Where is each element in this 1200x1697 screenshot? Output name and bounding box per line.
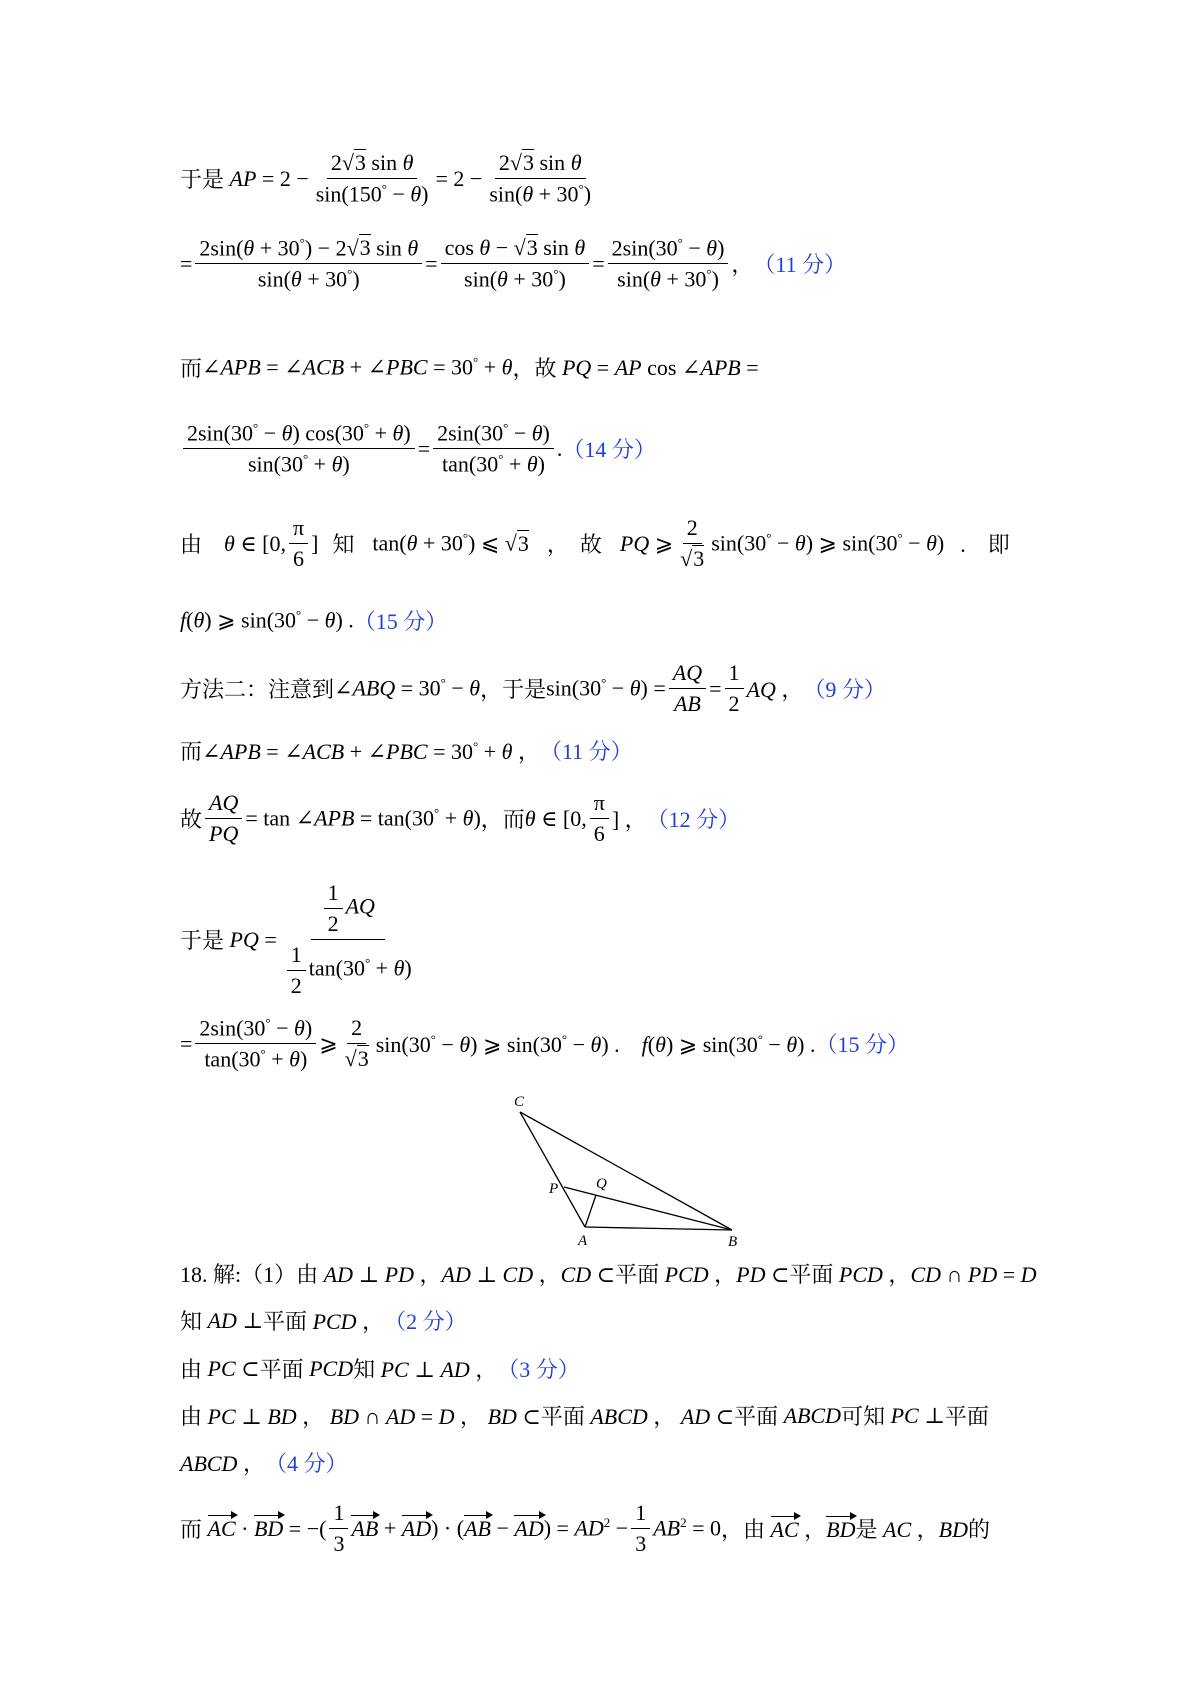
- math: = 2 −: [256, 165, 309, 191]
- math: =: [592, 250, 605, 276]
- math: PC ⊂: [207, 1355, 260, 1381]
- text: 故: [180, 807, 203, 832]
- text: 而: [180, 739, 203, 764]
- fraction: $\frac{1}{3}$: [631, 1500, 650, 1557]
- math: PCD ，CD ∩ PD = D: [838, 1262, 1037, 1287]
- math: PQ = AP cos ∠APB =: [561, 354, 759, 380]
- math: PQ =: [229, 926, 277, 952]
- text: 由: [180, 532, 203, 557]
- math: AD ⊥: [207, 1307, 264, 1333]
- triangle-figure: [500, 1090, 760, 1250]
- fraction: $\frac{2}{√3}$: [344, 1015, 369, 1072]
- fraction: $\frac{2\sin(30^\circ - \theta)}{\tan(30^\circ + \theta)}$: [433, 420, 554, 478]
- line-final: [180, 1015, 909, 1073]
- math: AC ，BD: [770, 1517, 856, 1542]
- math: ，: [731, 252, 754, 278]
- text: 平面: [944, 1404, 989, 1429]
- fraction: $\frac{2}{√3}$: [680, 515, 705, 571]
- math: ABCD ， AD ⊂: [590, 1404, 735, 1429]
- score: （4 分）: [264, 1451, 348, 1476]
- math: ]: [311, 530, 319, 556]
- math: = tan ∠APB = tan(30° + θ): [245, 805, 481, 831]
- text: ，于是: [480, 677, 547, 702]
- text: 平面: [615, 1262, 660, 1287]
- segment-aq: [585, 1195, 596, 1227]
- fraction: $\frac{1}{2}$: [725, 660, 744, 717]
- math: tan(θ + 30°) ⩽ √3: [372, 530, 529, 556]
- fraction: $\frac{2\sin(30^\circ - \theta)}{\sin(\theta + 30^\circ)}$: [608, 235, 729, 293]
- fraction: $\frac{\pi}{6}$: [590, 790, 609, 847]
- math: AP: [224, 165, 257, 191]
- math: AB + $AD) \cdot (AB - AD) = AD^2$ −: [351, 1515, 629, 1541]
- math: .: [556, 435, 563, 461]
- text: 平面: [263, 1309, 308, 1334]
- line-method-two: [180, 660, 886, 717]
- line-18-ad-perp: [180, 1305, 467, 1336]
- score: （15 分）: [815, 1032, 909, 1058]
- math: AC ，BD: [883, 1517, 968, 1542]
- math: ⩾: [319, 1030, 338, 1056]
- label-p: P: [549, 1181, 559, 1197]
- math: AD ⊥ PD ，AD ⊥ CD ，CD ⊂: [323, 1262, 616, 1287]
- math: $AB^2 = 0$: [653, 1515, 721, 1541]
- label-a: A: [578, 1233, 588, 1249]
- math: ∠APB = ∠ACB + ∠PBC = 30° + θ ，: [202, 738, 540, 764]
- fraction: $\frac{1}{3}$: [329, 1500, 348, 1557]
- math: ∠APB = ∠ACB + ∠PBC = 30° + θ: [202, 354, 513, 380]
- math: PC ⊥: [890, 1402, 945, 1428]
- math: PQ ⩾: [619, 530, 674, 556]
- text: 知: [180, 1309, 203, 1334]
- fraction: $\frac{2\sin(30^\circ - \theta)}{\tan(30^\circ + \theta)}$: [195, 1015, 316, 1073]
- math: ] ，: [611, 807, 647, 832]
- fraction: $\frac{2\sin(\theta + 30^\circ) - 2√3 \sin \theta}{\sin(\theta + 30^\circ)}$: [195, 235, 422, 293]
- segment-cb: [520, 1112, 732, 1230]
- text: 而: [180, 356, 203, 381]
- text: 于是: [180, 928, 225, 953]
- text: 由: [180, 1404, 203, 1429]
- segment-ab: [585, 1227, 732, 1230]
- text: 知: [353, 1357, 376, 1382]
- fraction: $\frac{\text{2√3 sin θ}}{\sin(\theta + 30^\circ)}$: [489, 150, 592, 207]
- score: （2 分）: [384, 1309, 467, 1334]
- text: 18. 解:（1）由: [180, 1262, 319, 1287]
- text: . 即: [960, 532, 1010, 557]
- score: （11 分）: [539, 739, 633, 764]
- fraction: $\frac{\text{cos θ − √3 sin θ}}{\sin(\theta + 30^\circ)}$: [441, 235, 590, 292]
- text: 知: [332, 532, 355, 557]
- score: （14 分）: [562, 437, 656, 463]
- math: =: [425, 250, 438, 276]
- math: PCD ，: [312, 1309, 385, 1334]
- line-18-pc-bd: [180, 1400, 989, 1431]
- fraction: $\frac{AQ}{PQ}$: [205, 790, 242, 847]
- math: =: [180, 1030, 193, 1056]
- text: 于是: [180, 167, 225, 193]
- text: ，故: [512, 356, 557, 381]
- text: 而: [180, 1517, 203, 1542]
- text: ， 故: [546, 532, 602, 557]
- fraction: $\frac{\pi}{6}$: [289, 515, 308, 572]
- text: 可知: [841, 1404, 886, 1429]
- label-q: Q: [596, 1176, 607, 1192]
- score: （12 分）: [646, 807, 741, 832]
- text: 的: [967, 1517, 990, 1542]
- fraction: $\frac{AQ}{AB}$: [669, 660, 706, 717]
- math: =: [417, 435, 431, 461]
- text: ，而: [480, 807, 525, 832]
- math: PC ⊥ AD ，: [380, 1357, 498, 1382]
- math: θ ∈ [0,: [524, 805, 587, 831]
- text: 平面: [259, 1357, 304, 1382]
- line-18-vectors: [180, 1500, 990, 1557]
- math: PC ⊥ BD ， BD ∩ AD = D ， BD ⊂: [207, 1404, 541, 1429]
- label-b: B: [728, 1234, 738, 1250]
- math: =: [180, 250, 193, 276]
- line-angle-apb: [180, 352, 759, 383]
- line-ap-simplify: [180, 235, 846, 293]
- math: sin(30° − θ) =: [546, 675, 666, 701]
- line-pq: [180, 420, 656, 478]
- segment-ca: [520, 1112, 585, 1227]
- math: AC · BD = −(: [207, 1515, 327, 1541]
- line-aq-pq: [180, 790, 740, 847]
- math: = 2 −: [435, 165, 483, 191]
- line-18-abcd: [180, 1447, 347, 1478]
- math: sin(30° − θ) ⩾ sin(30° − θ): [711, 530, 945, 556]
- score: （3 分）: [497, 1357, 580, 1382]
- line-theta-range: [180, 515, 1010, 572]
- math: ∠ABQ = 30° − θ: [334, 675, 481, 701]
- text: 平面: [734, 1404, 779, 1429]
- text: 方法二：注意到: [180, 677, 335, 702]
- math: ABCD: [783, 1402, 842, 1428]
- line-18-pc-perp: [180, 1353, 580, 1384]
- text: 平面: [540, 1404, 585, 1429]
- line-angle-apb-2: [180, 735, 633, 766]
- text: 由: [180, 1357, 203, 1382]
- math: f(θ) ⩾ sin(30° − θ) .: [180, 607, 354, 633]
- segment-pb: [564, 1187, 732, 1230]
- score: （15 分）: [353, 609, 448, 634]
- score: （11 分）: [753, 252, 847, 278]
- line-f-theta: [180, 605, 447, 636]
- math: θ ∈ [0,: [224, 530, 286, 556]
- line-ap: [180, 150, 598, 207]
- text: 平面: [789, 1262, 834, 1287]
- text: 是: [855, 1517, 878, 1542]
- math: PCD: [309, 1355, 354, 1381]
- line-18-intro: [180, 1258, 1037, 1289]
- math: ABCD ，: [180, 1451, 265, 1476]
- fraction: $\frac{2\sin(30^\circ - \theta) \cos(30^\circ + \theta)}{\sin(30^\circ + \theta)}$: [183, 420, 415, 478]
- fraction: $\frac{\text{2√3 sin θ}}{\sin(150^\circ - \theta)}$: [315, 150, 429, 207]
- label-c: C: [514, 1094, 525, 1110]
- score: （9 分）: [803, 677, 886, 702]
- math: =: [709, 675, 722, 701]
- math: PCD ，PD ⊂: [664, 1262, 790, 1287]
- math: sin(30° − θ) ⩾ sin(30° − θ) . f(θ) ⩾ sin(30° − θ) .: [375, 1032, 816, 1058]
- line-pq-2: [180, 880, 419, 999]
- math: AQ ，: [746, 677, 804, 702]
- text: ，由: [721, 1517, 766, 1542]
- fraction: $\frac{1}{2}$ AQ $\frac{1}{2}$ tan(30° + θ): [280, 880, 416, 999]
